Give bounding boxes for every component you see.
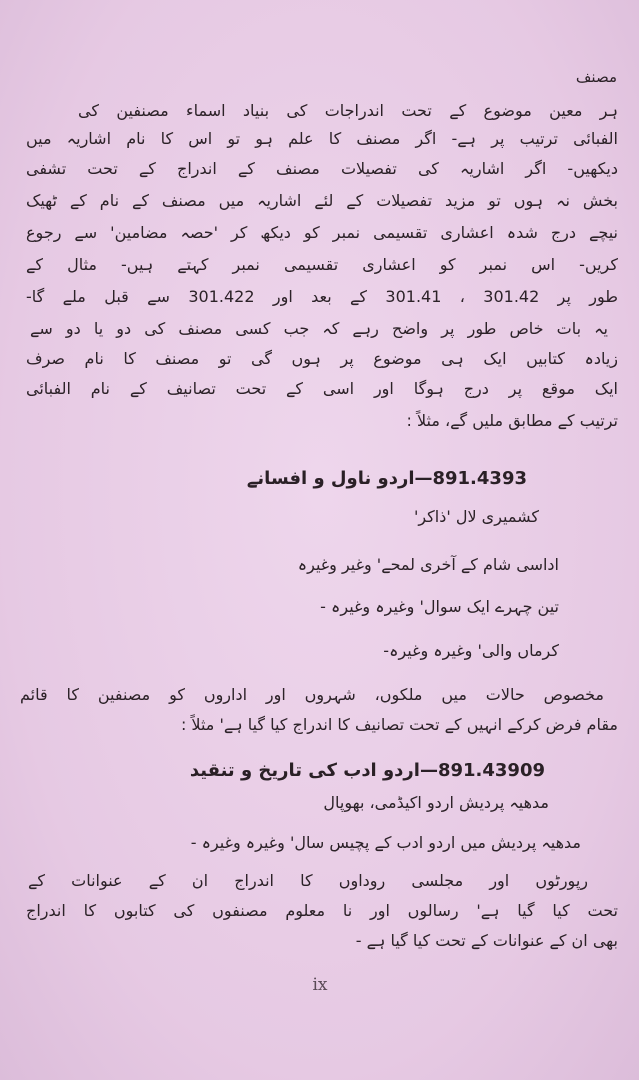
paragraph-2-line-2: زیادہ کتابیں ایک ہی موضوع پر ہوں گی تو مصنف کا نام صرف <box>26 349 618 368</box>
page-number: ix <box>312 975 328 995</box>
paragraph-4-line-2: تحت کیا گیا ہے' رسالوں اور نا معلوم مصنفوں کی کتابوں کا اندراج <box>26 901 618 920</box>
example-1-item-3: کرماں والی' وغیرہ وغیرہ- <box>383 641 559 660</box>
paragraph-1-line-3: دیکھیں- اگر اشاریہ کی تفصیلات مصنف کے اندراج کے تحت تشفی <box>26 159 618 178</box>
paragraph-1-line-6: کریں- اس نمبر کو اعشاری تقسیمی نمبر کہتے ہیں- مثال کے <box>26 255 618 274</box>
paragraph-4-line-3: بھی ان کے عنوانات کے تحت کیا گیا ہے - <box>355 931 618 950</box>
paragraph-1-line-5: نیچے درج شدہ اعشاری تقسیمی نمبر کو دیکھ کر 'حصہ مضامین' سے رجوع <box>26 223 618 242</box>
example-2-author: مدھیہ پردیش اردو اکیڈمی، بھوپال <box>323 793 549 812</box>
paragraph-3-line-2: مقام فرض کرکے انہیں کے تحت تصانیف کا اندراج کیا گیا ہے' مثلاً : <box>180 715 618 734</box>
paragraph-1-line-2: الفبائی ترتیب پر ہے- اگر مصنف کا علم ہو تو اس کا نام اشاریہ میں <box>26 129 618 148</box>
paragraph-1-line-1: ہر معین موضوع کے تحت اندراجات کی بنیاد اسماء مصنفین کی <box>78 101 618 120</box>
example-1-item-2: تین چہرے ایک سوال' وغیرہ وغیرہ - <box>320 597 559 616</box>
paragraph-1-line-7: طور پر 301.42 ، 301.41 کے بعد اور 301.422 سے قبل ملے گا- <box>26 287 618 306</box>
paragraph-2-line-1: یہ بات خاص طور پر واضح رہے کہ جب کسی مصنف کی دو یا دو سے <box>30 319 608 338</box>
example-2-heading: 891.43909—اردو ادب کی تاریخ و تنقید <box>189 760 545 781</box>
example-1-heading: 891.4393—اردو ناول و افسانے <box>246 468 527 489</box>
paragraph-2-line-4: ترتیب کے مطابق ملیں گے، مثلاً : <box>406 411 618 430</box>
paragraph-3-line-1: مخصوص حالات میں ملکوں، شہروں اور اداروں کو مصنفین کا قائم <box>20 685 604 704</box>
example-1-item-1: اداسی شام کے آخری لمحے' وغیر وغیرہ <box>297 555 559 574</box>
paragraph-1-line-4: بخش نہ ہوں تو مزید تفصیلات کے لئے اشاریہ میں مصنف کے نام کے ٹھیک <box>26 191 618 210</box>
example-2-item: مدھیہ پردیش میں اردو ادب کے پچیس سال' وغیرہ وغیرہ - <box>190 833 581 852</box>
paragraph-2-line-3: ایک موقع پر درج ہوگا اور اسی کے تحت تصانیف کے نام الفبائی <box>26 379 618 398</box>
paragraph-4-line-1: رپورٹوں اور مجلسی روداوں کا اندراج ان کے عنوانات کے <box>28 871 588 890</box>
page-header: مصنف <box>575 68 617 86</box>
example-1-author: کشمیری لال 'ذاکر' <box>413 507 539 526</box>
